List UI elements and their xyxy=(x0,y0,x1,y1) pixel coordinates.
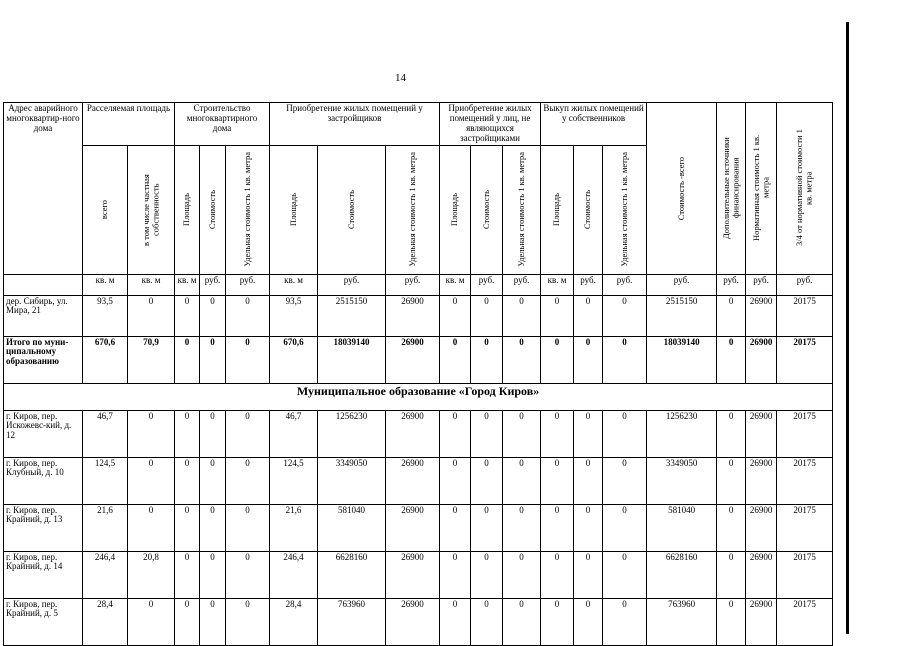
unit-cell: руб. xyxy=(647,274,717,295)
address-cell: г. Киров, пер. Крайний, д. 14 xyxy=(4,551,83,598)
unit-cell: кв. м xyxy=(270,274,318,295)
header-non-developers-unit-cost: Удельная стоимость 1 кв. метра xyxy=(503,145,541,274)
address-cell: г. Киров, пер. Крайний, д. 13 xyxy=(4,504,83,551)
value-cell: 0 xyxy=(471,336,503,383)
unit-cell: кв. м xyxy=(83,274,128,295)
value-cell: 46,7 xyxy=(270,410,318,457)
value-cell: 26900 xyxy=(386,504,440,551)
value-cell: 246,4 xyxy=(270,551,318,598)
value-cell: 20175 xyxy=(777,598,833,645)
value-cell: 26900 xyxy=(746,295,777,336)
unit-cell: руб. xyxy=(226,274,270,295)
value-cell: 0 xyxy=(200,504,226,551)
value-cell: 21,6 xyxy=(83,504,128,551)
value-cell: 21,6 xyxy=(270,504,318,551)
header-developers-area: Площадь xyxy=(270,145,318,274)
value-cell: 0 xyxy=(541,504,574,551)
header-purchase-non-developers: Приобретение жилых помещений у лиц, не являющихся застройщиками xyxy=(440,103,541,146)
value-cell: 0 xyxy=(574,598,603,645)
units-address-blank xyxy=(4,274,83,295)
value-cell: 26900 xyxy=(746,551,777,598)
value-cell: 0 xyxy=(200,295,226,336)
value-cell: 0 xyxy=(226,504,270,551)
header-area-private: в том числе частная собственность xyxy=(128,145,175,274)
value-cell: 0 xyxy=(603,551,647,598)
value-cell: 0 xyxy=(226,336,270,383)
unit-cell: руб. xyxy=(746,274,777,295)
value-cell: 20175 xyxy=(777,295,833,336)
unit-cell: руб. xyxy=(471,274,503,295)
value-cell: 26900 xyxy=(746,504,777,551)
value-cell: 0 xyxy=(200,336,226,383)
value-cell: 0 xyxy=(603,457,647,504)
value-cell: 3349050 xyxy=(647,457,717,504)
value-cell: 0 xyxy=(503,551,541,598)
value-cell: 124,5 xyxy=(83,457,128,504)
value-cell: 26900 xyxy=(386,410,440,457)
unit-cell: кв. м xyxy=(175,274,200,295)
value-cell: 0 xyxy=(175,295,200,336)
value-cell: 0 xyxy=(440,551,471,598)
value-cell: 20175 xyxy=(777,551,833,598)
value-cell: 0 xyxy=(226,551,270,598)
value-cell: 26900 xyxy=(746,410,777,457)
housing-cost-table xyxy=(3,102,833,646)
table-header xyxy=(4,103,833,296)
value-cell: 6628160 xyxy=(318,551,386,598)
value-cell: 0 xyxy=(440,410,471,457)
value-cell: 6628160 xyxy=(647,551,717,598)
table-body xyxy=(4,295,833,645)
header-construction-unit-cost: Удельная стоимость 1 кв. метра xyxy=(226,145,270,274)
value-cell: 0 xyxy=(175,504,200,551)
value-cell: 0 xyxy=(175,457,200,504)
header-buyout-unit-cost: Удельная стоимость 1 кв. метра xyxy=(603,145,647,274)
header-buyout: Выкуп жилых помещений у собственников xyxy=(541,103,647,146)
unit-cell: руб. xyxy=(386,274,440,295)
value-cell: 1256230 xyxy=(318,410,386,457)
municipal-total-row xyxy=(4,336,833,383)
value-cell: 1256230 xyxy=(647,410,717,457)
value-cell: 0 xyxy=(175,598,200,645)
value-cell: 20175 xyxy=(777,336,833,383)
address-cell: г. Киров, пер. Клубный, д. 10 xyxy=(4,457,83,504)
value-cell: 0 xyxy=(717,457,746,504)
value-cell: 124,5 xyxy=(270,457,318,504)
unit-cell: руб. xyxy=(717,274,746,295)
value-cell: 246,4 xyxy=(83,551,128,598)
header-buyout-cost: Стоимость xyxy=(574,145,603,274)
value-cell: 0 xyxy=(574,336,603,383)
value-cell: 0 xyxy=(226,410,270,457)
value-cell: 581040 xyxy=(647,504,717,551)
value-cell: 0 xyxy=(541,457,574,504)
unit-cell: кв. м xyxy=(128,274,175,295)
header-address: Адрес аварийного многоквартир-ного дома xyxy=(4,103,83,275)
value-cell: 0 xyxy=(603,336,647,383)
value-cell: 0 xyxy=(503,457,541,504)
value-cell: 0 xyxy=(128,598,175,645)
header-resettled-area: Расселяемая площадь xyxy=(83,103,175,146)
value-cell: 0 xyxy=(226,598,270,645)
section-title: Муниципальное образование «Город Киров» xyxy=(4,383,833,410)
value-cell: 0 xyxy=(603,295,647,336)
table-row xyxy=(4,504,833,551)
unit-cell: кв. м xyxy=(440,274,471,295)
value-cell: 18039140 xyxy=(318,336,386,383)
unit-cell: руб. xyxy=(200,274,226,295)
header-area-total: всего xyxy=(83,145,128,274)
address-cell: г. Киров, пер. Искожевс-кий, д. 12 xyxy=(4,410,83,457)
header-three-quarters: 3/4 от нормативной стоимости 1 кв. метра xyxy=(777,103,833,275)
value-cell: 0 xyxy=(200,410,226,457)
value-cell: 20175 xyxy=(777,504,833,551)
value-cell: 0 xyxy=(717,598,746,645)
unit-cell: руб. xyxy=(318,274,386,295)
value-cell: 26900 xyxy=(386,598,440,645)
value-cell: 0 xyxy=(717,410,746,457)
page-edge-rule xyxy=(846,22,849,634)
value-cell: 0 xyxy=(471,598,503,645)
value-cell: 0 xyxy=(440,598,471,645)
value-cell: 20175 xyxy=(777,457,833,504)
address-cell: дер. Сибирь, ул. Мира, 21 xyxy=(4,295,83,336)
value-cell: 0 xyxy=(471,504,503,551)
value-cell: 18039140 xyxy=(647,336,717,383)
header-normative-cost: Нормативная стоимость 1 кв. метра xyxy=(746,103,777,275)
unit-cell: кв. м xyxy=(541,274,574,295)
header-construction-area: Площадь xyxy=(175,145,200,274)
value-cell: 0 xyxy=(175,551,200,598)
header-developers-unit-cost: Удельная стоимость 1 кв. метра xyxy=(386,145,440,274)
header-developers-cost: Стоимость xyxy=(318,145,386,274)
value-cell: 26900 xyxy=(746,336,777,383)
value-cell: 0 xyxy=(471,457,503,504)
header-additional-sources: Дополнительные источники финансирования xyxy=(717,103,746,275)
table-row xyxy=(4,410,833,457)
table-row xyxy=(4,598,833,645)
value-cell: 28,4 xyxy=(270,598,318,645)
value-cell: 0 xyxy=(128,457,175,504)
address-cell: Итого по муни-ципальному образованию xyxy=(4,336,83,383)
page-number: 14 xyxy=(395,72,406,84)
table-row xyxy=(4,457,833,504)
value-cell: 763960 xyxy=(318,598,386,645)
value-cell: 0 xyxy=(574,295,603,336)
value-cell: 670,6 xyxy=(270,336,318,383)
value-cell: 0 xyxy=(471,295,503,336)
value-cell: 0 xyxy=(175,336,200,383)
value-cell: 0 xyxy=(226,295,270,336)
value-cell: 93,5 xyxy=(270,295,318,336)
value-cell: 0 xyxy=(574,504,603,551)
unit-cell: руб. xyxy=(574,274,603,295)
header-non-developers-cost: Стоимость xyxy=(471,145,503,274)
value-cell: 581040 xyxy=(318,504,386,551)
value-cell: 0 xyxy=(440,336,471,383)
value-cell: 0 xyxy=(471,551,503,598)
value-cell: 26900 xyxy=(386,336,440,383)
value-cell: 2515150 xyxy=(647,295,717,336)
value-cell: 0 xyxy=(574,457,603,504)
value-cell: 0 xyxy=(175,410,200,457)
unit-cell: руб. xyxy=(777,274,833,295)
value-cell: 3349050 xyxy=(318,457,386,504)
value-cell: 0 xyxy=(128,504,175,551)
value-cell: 0 xyxy=(717,551,746,598)
unit-cell: руб. xyxy=(603,274,647,295)
header-purchase-developers: Приобретение жилых помещений у застройщиков xyxy=(270,103,440,146)
value-cell: 0 xyxy=(603,504,647,551)
value-cell: 0 xyxy=(440,504,471,551)
value-cell: 0 xyxy=(471,410,503,457)
value-cell: 0 xyxy=(200,457,226,504)
table-row xyxy=(4,295,833,336)
value-cell: 0 xyxy=(200,598,226,645)
header-buyout-area: Площадь xyxy=(541,145,574,274)
value-cell: 70,9 xyxy=(128,336,175,383)
value-cell: 0 xyxy=(128,295,175,336)
header-construction-cost: Стоимость xyxy=(200,145,226,274)
value-cell: 0 xyxy=(717,504,746,551)
value-cell: 0 xyxy=(541,336,574,383)
value-cell: 0 xyxy=(574,410,603,457)
value-cell: 0 xyxy=(541,295,574,336)
value-cell: 0 xyxy=(226,457,270,504)
section-row xyxy=(4,383,833,410)
value-cell: 0 xyxy=(574,551,603,598)
value-cell: 670,6 xyxy=(83,336,128,383)
value-cell: 0 xyxy=(541,410,574,457)
value-cell: 0 xyxy=(603,598,647,645)
value-cell: 26900 xyxy=(386,295,440,336)
value-cell: 0 xyxy=(717,295,746,336)
value-cell: 0 xyxy=(200,551,226,598)
value-cell: 0 xyxy=(440,457,471,504)
value-cell: 0 xyxy=(503,410,541,457)
value-cell: 0 xyxy=(541,598,574,645)
value-cell: 26900 xyxy=(386,551,440,598)
value-cell: 0 xyxy=(503,504,541,551)
unit-cell: руб. xyxy=(503,274,541,295)
header-construction: Строительство многоквартирного дома xyxy=(175,103,270,146)
value-cell: 0 xyxy=(541,551,574,598)
units-row xyxy=(4,274,833,295)
value-cell: 2515150 xyxy=(318,295,386,336)
value-cell: 0 xyxy=(503,295,541,336)
value-cell: 26900 xyxy=(386,457,440,504)
value-cell: 46,7 xyxy=(83,410,128,457)
value-cell: 26900 xyxy=(746,598,777,645)
value-cell: 93,5 xyxy=(83,295,128,336)
value-cell: 26900 xyxy=(746,457,777,504)
value-cell: 0 xyxy=(503,598,541,645)
value-cell: 0 xyxy=(128,410,175,457)
value-cell: 763960 xyxy=(647,598,717,645)
value-cell: 0 xyxy=(503,336,541,383)
header-non-developers-area: Площадь xyxy=(440,145,471,274)
value-cell: 0 xyxy=(603,410,647,457)
header-total-cost: Стоимость -всего xyxy=(647,103,717,275)
value-cell: 20,8 xyxy=(128,551,175,598)
value-cell: 28,4 xyxy=(83,598,128,645)
value-cell: 0 xyxy=(717,336,746,383)
value-cell: 20175 xyxy=(777,410,833,457)
table-row xyxy=(4,551,833,598)
address-cell: г. Киров, пер. Крайний, д. 5 xyxy=(4,598,83,645)
value-cell: 0 xyxy=(440,295,471,336)
